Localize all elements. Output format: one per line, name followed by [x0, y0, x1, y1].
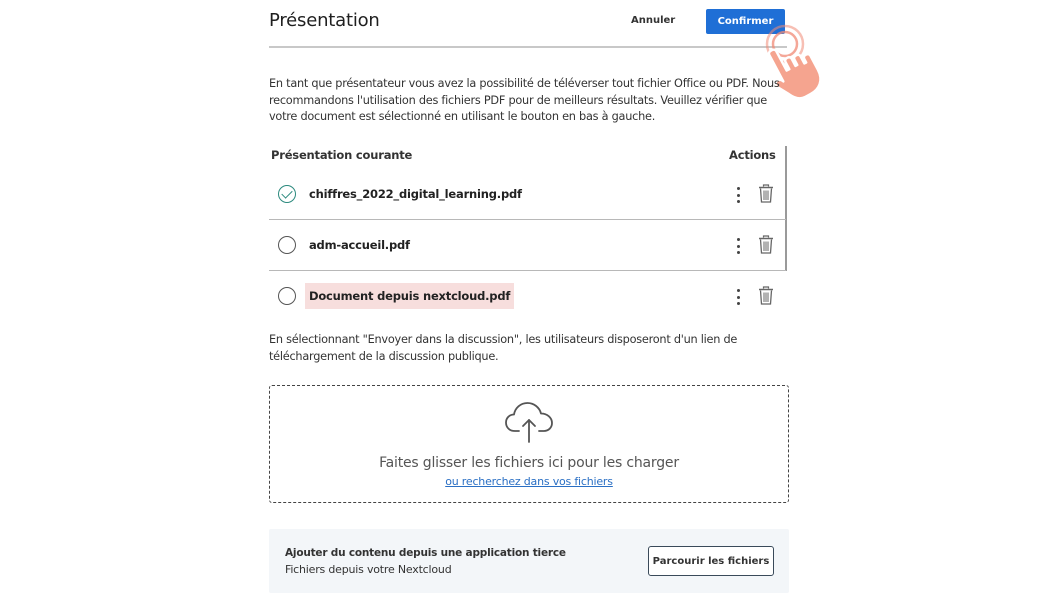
- presentation-modal: [269, 0, 789, 595]
- file-name: chiffres_2022_digital_learning.pdf: [309, 187, 522, 201]
- trash-icon[interactable]: [758, 235, 774, 254]
- file-list-header: [269, 146, 786, 170]
- cloud-upload-icon: [504, 400, 554, 444]
- cancel-button[interactable]: Annuler: [631, 15, 676, 26]
- dropzone-text: Faites glisser les fichiers ici pour les charger: [379, 455, 679, 471]
- trash-icon[interactable]: [758, 184, 774, 203]
- browse-files-button[interactable]: Parcourir les fichiers: [648, 546, 774, 576]
- file-row: [269, 220, 786, 271]
- intro-text: En tant que présentateur vous avez la possibilité de téléverser tout fichier Office ou PDF. Nous recommandons l'utilisation des fichiers PDF pour de meilleurs résultats. Veuillez vérifier que votre document est sélectionné en utilisant le bouton en bas à gauche.: [269, 77, 780, 123]
- modal-header: [269, 0, 787, 48]
- share-notice-text: En sélectionnant "Envoyer dans la discussion", les utilisateurs disposeront d'un lien de téléchargement de la discussion publique.: [269, 333, 738, 363]
- more-options-icon[interactable]: [735, 288, 741, 306]
- selected-check-icon[interactable]: [278, 185, 296, 203]
- third-party-title: Ajouter du contenu depuis une application tierce: [285, 547, 566, 559]
- confirm-button[interactable]: Confirmer: [706, 9, 785, 34]
- radio-button[interactable]: [278, 236, 296, 254]
- radio-button[interactable]: [278, 287, 296, 305]
- more-options-icon[interactable]: [735, 186, 741, 204]
- file-row: [269, 271, 786, 322]
- file-name-highlighted: Document depuis nextcloud.pdf: [305, 283, 514, 309]
- browse-files-link[interactable]: ou recherchez dans vos fichiers: [445, 475, 613, 488]
- column-current-presentation: Présentation courante: [271, 148, 413, 162]
- column-actions: Actions: [729, 148, 776, 162]
- more-options-icon[interactable]: [735, 237, 741, 255]
- trash-icon[interactable]: [758, 286, 774, 305]
- page-title: Présentation: [269, 10, 380, 31]
- third-party-panel: [269, 529, 789, 593]
- file-name: adm-accueil.pdf: [309, 238, 410, 252]
- third-party-subtitle: Fichiers depuis votre Nextcloud: [285, 563, 452, 576]
- file-dropzone[interactable]: [269, 385, 789, 503]
- file-row: [269, 169, 786, 220]
